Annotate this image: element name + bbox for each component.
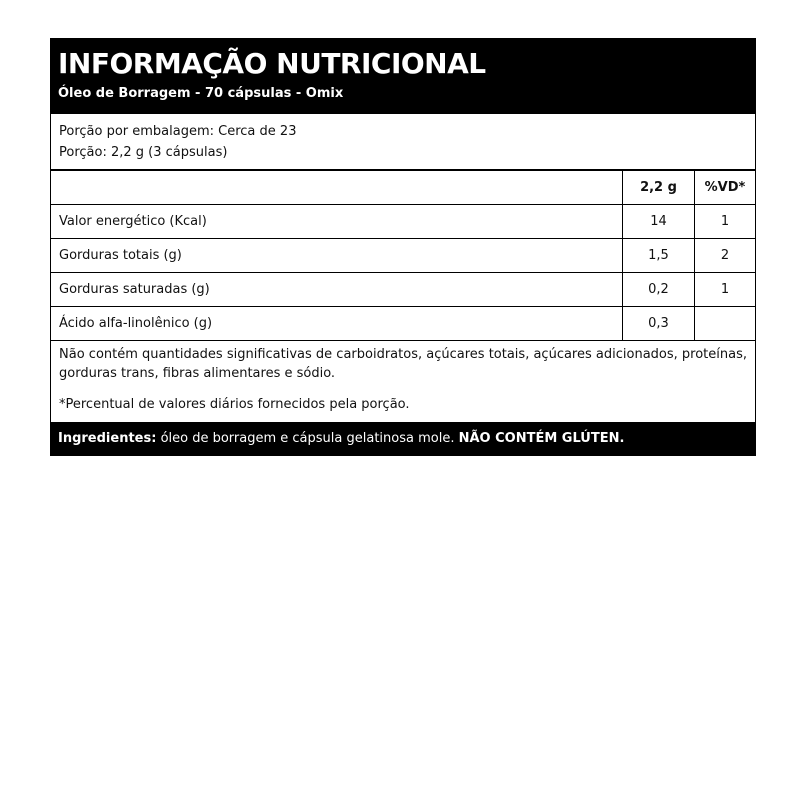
nutrition-facts-panel (50, 38, 756, 456)
nutrient-amount: 0,2 (623, 273, 695, 307)
nutrition-notes (50, 341, 756, 422)
nutrition-table (50, 169, 756, 341)
table-row (51, 307, 756, 341)
daily-value-footnote: *Percentual de valores diários fornecidos pela porção. (59, 397, 410, 412)
nutrient-vd: 2 (695, 239, 756, 273)
nutrient-amount: 0,3 (623, 307, 695, 341)
table-header-row (51, 170, 756, 205)
nutrient-vd (695, 307, 756, 341)
ingredients-label: Ingredientes: (58, 431, 157, 446)
column-header-amount: 2,2 g (623, 170, 695, 205)
portion-size: Porção: 2,2 g (3 cápsulas) (59, 145, 228, 160)
nutrient-vd: 1 (695, 273, 756, 307)
product-subtitle: Óleo de Borragem - 70 cápsulas - Omix (58, 86, 344, 101)
nutrient-name: Gorduras totais (g) (51, 239, 623, 273)
servings-per-package: Porção por embalagem: Cerca de 23 (59, 124, 297, 139)
column-header-vd: %VD* (695, 170, 756, 205)
table-row (51, 205, 756, 239)
table-row (51, 239, 756, 273)
nutrient-name: Valor energético (Kcal) (51, 205, 623, 239)
nutrient-amount: 14 (623, 205, 695, 239)
gluten-warning: NÃO CONTÉM GLÚTEN. (458, 431, 625, 446)
nutrient-amount: 1,5 (623, 239, 695, 273)
nutrient-name: Gorduras saturadas (g) (51, 273, 623, 307)
ingredients-text: óleo de borragem e cápsula gelatinosa mole. (156, 431, 459, 446)
serving-info (50, 114, 756, 169)
not-significant-note: Não contém quantidades significativas de carboidratos, açúcares totais, açúcares adicionados, proteínas, gorduras trans, fibras alimentares e sódio. (59, 347, 747, 381)
nutrient-vd: 1 (695, 205, 756, 239)
page-title: INFORMAÇÃO NUTRICIONAL (58, 47, 486, 80)
nutrient-name: Ácido alfa-linolênico (g) (51, 307, 623, 341)
ingredients-bar (50, 422, 756, 456)
column-header-nutrient (51, 170, 623, 205)
table-row (51, 273, 756, 307)
nutrition-header (50, 38, 756, 114)
